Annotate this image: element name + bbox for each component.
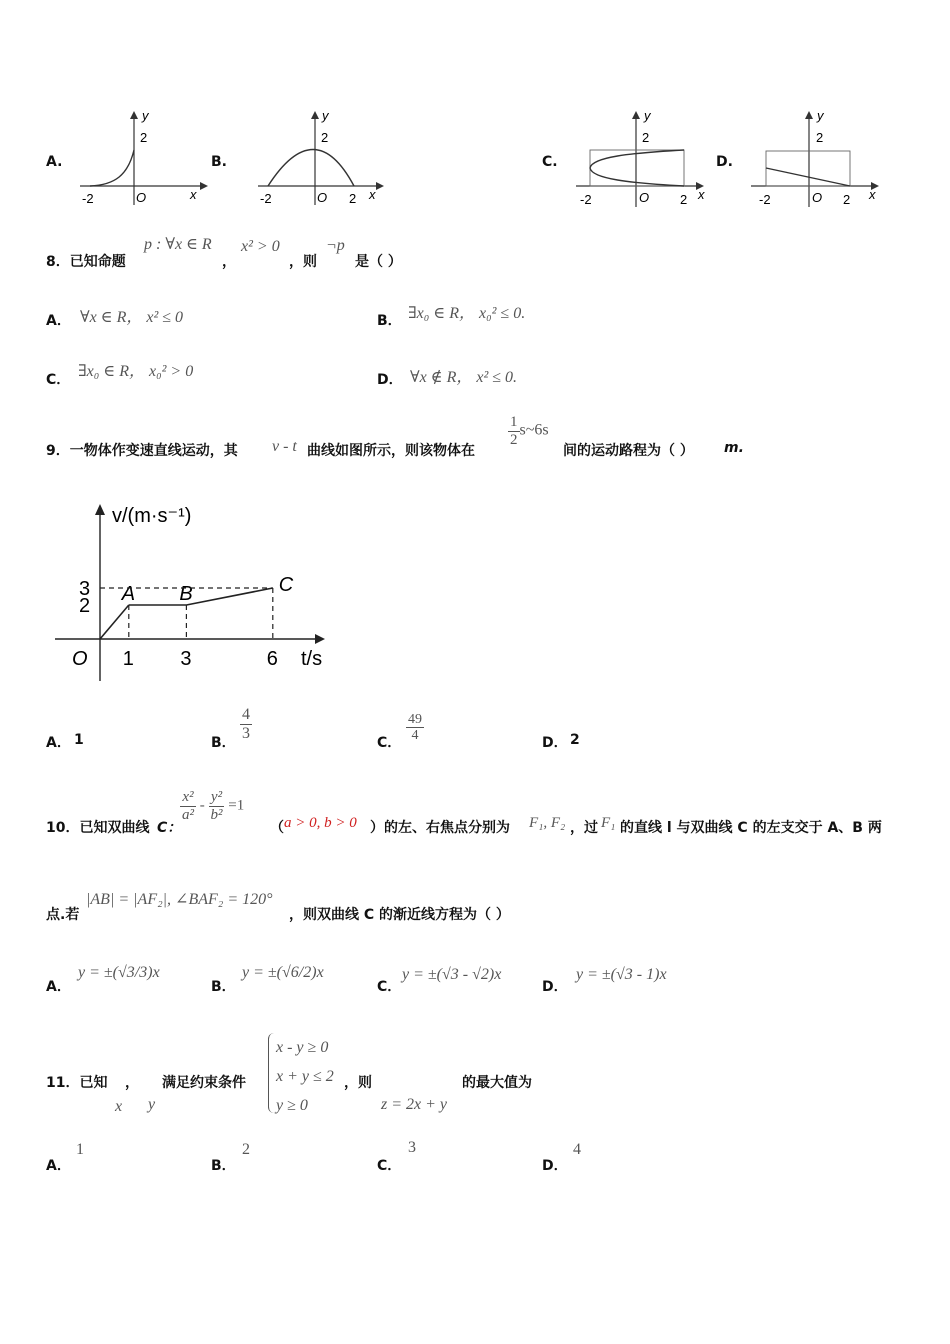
q8-option-c-text[interactable]: ∃x₀ ∈ R， x₀² > 0 [78, 363, 194, 380]
svg-text:x: x [869, 187, 876, 202]
q8-stem-start: 8．已知命题 [46, 254, 126, 270]
q9-frac-num: 1 [510, 414, 518, 430]
svg-text:-2: -2 [82, 191, 94, 206]
q11-var-y: y [148, 1096, 156, 1113]
q10-stem-mid3: 的直线 l 与双曲线 C 的左支交于 A、B 两 [620, 820, 882, 836]
q10-eq-y-num: y² [210, 789, 223, 805]
q9-vt: v - t [272, 438, 297, 455]
svg-text:2: 2 [843, 192, 851, 207]
vt-x-tick-label: 1 [122, 648, 134, 670]
q9-option-d-letter[interactable]: D． [542, 735, 568, 751]
q8-comma: ， [222, 254, 236, 270]
svg-text:y: y [322, 108, 329, 123]
q9-option-b-letter[interactable]: B． [211, 735, 236, 751]
q8-not-p: ¬p [326, 237, 345, 254]
q8-option-d-letter[interactable]: D． [377, 372, 403, 388]
svg-text:O: O [136, 190, 147, 205]
svg-text:y: y [644, 108, 651, 123]
q9-stem-start: 9．一物体作变速直线运动，其 [46, 443, 238, 459]
q9-interval [508, 414, 549, 448]
q8-stem-end: 是（ ） [355, 254, 402, 270]
q8-option-a-text[interactable]: ∀x ∈ R， x² ≤ 0 [80, 309, 184, 326]
vt-y-tick-label: 2 [79, 595, 91, 617]
q9-vt-graph [55, 495, 340, 690]
q11-stem-start: 11．已知 [46, 1075, 108, 1091]
svg-text:x: x [190, 187, 197, 202]
q10-option-a-text[interactable]: y = ±(√3/3)x [78, 964, 160, 981]
q11-brace [268, 1033, 275, 1113]
q11-comma: ， [125, 1075, 139, 1091]
q8-x2-expr: x² > 0 [241, 238, 280, 255]
q11-option-c-letter[interactable]: C． [377, 1158, 402, 1174]
q10-eq-x-num: x² [182, 789, 194, 805]
q10-eq-x-den: a² [182, 806, 194, 823]
q11-objective: z = 2x + y [381, 1096, 448, 1113]
q11-stem-mid: 满足约束条件 [162, 1075, 246, 1091]
vt-x-tick-label: 6 [266, 648, 278, 670]
q9-stem-mid: 曲线如图所示，则该物体在 [307, 443, 475, 459]
q7-option-b-letter[interactable]: B. [211, 154, 227, 170]
q9-option-b-num: 4 [242, 706, 250, 723]
q11-var-x: x [115, 1098, 123, 1115]
q10-line2-end: ，则双曲线 C 的渐近线方程为（ ） [289, 907, 510, 923]
q8-option-a-letter[interactable]: A． [46, 313, 71, 329]
q11-option-d-value[interactable]: 4 [573, 1141, 581, 1158]
q7-graph-d [745, 105, 890, 215]
q9-option-b-den: 3 [242, 724, 250, 742]
svg-text:2: 2 [349, 191, 357, 206]
svg-text:O: O [812, 190, 823, 205]
q10-eq-rhs: =1 [228, 797, 245, 814]
q10-paren-open: （ [270, 820, 284, 836]
q9-interval-text: s~6s [519, 421, 549, 439]
q10-option-b-letter[interactable]: B． [211, 979, 236, 995]
q9-frac-den: 2 [510, 431, 518, 448]
q11-stem-end: 的最大值为 [462, 1075, 532, 1091]
q8-option-b-text[interactable]: ∃x₀ ∈ R， x₀² ≤ 0. [408, 305, 526, 322]
q9-option-c-letter[interactable]: C． [377, 735, 402, 751]
q9-option-d-value[interactable]: 2 [570, 732, 580, 748]
q11-constraint-3: y ≥ 0 [276, 1097, 308, 1114]
q7-graph-b [250, 105, 390, 215]
q10-condition2: |AB| = |AF₂|, ∠BAF₂ = 120° [86, 891, 273, 908]
q10-paren-close: ） [370, 820, 384, 836]
svg-text:y: y [817, 108, 824, 123]
q10-stem-mid: 的左、右焦点分别为 [384, 820, 510, 836]
svg-text:2: 2 [680, 192, 688, 207]
q8-option-c-letter[interactable]: C． [46, 372, 71, 388]
q10-eq-y-den: b² [210, 806, 223, 823]
q10-option-c-letter[interactable]: C． [377, 979, 402, 995]
svg-text:x: x [369, 187, 376, 202]
q9-option-c-den: 4 [411, 728, 419, 744]
svg-text:O: O [639, 190, 650, 205]
q10-f1: F₁ [601, 815, 616, 831]
q10-option-c-text[interactable]: y = ±(√3 - √2)x [402, 966, 502, 983]
vt-xlabel: t/s [301, 648, 323, 670]
q9-option-c-frac[interactable] [406, 712, 424, 744]
vt-x-arrow [315, 634, 325, 644]
q10-curve: C： [157, 820, 182, 836]
q11-option-a-letter[interactable]: A． [46, 1158, 71, 1174]
q10-eq-minus: - [199, 797, 205, 814]
q10-equation [180, 789, 244, 823]
vt-point-label: A [121, 583, 136, 605]
q9-option-a-letter[interactable]: A． [46, 735, 71, 751]
q9-option-a-value[interactable]: 1 [74, 732, 84, 748]
vt-point-label: C [278, 574, 294, 596]
q10-stem-start: 10．已知双曲线 [46, 820, 150, 836]
q8-then: ，则 [289, 254, 317, 270]
svg-text:O: O [317, 190, 328, 205]
q10-stem-mid2: ，过 [570, 820, 598, 836]
q9-option-b-frac[interactable] [240, 706, 252, 742]
vt-y-arrow [95, 504, 105, 515]
svg-text:2: 2 [642, 130, 650, 145]
q11-option-d-letter[interactable]: D． [542, 1158, 568, 1174]
q11-option-a-value[interactable]: 1 [76, 1141, 84, 1158]
vt-series-segment [186, 588, 272, 605]
q11-constraint-2: x + y ≤ 2 [276, 1068, 334, 1085]
q11-option-b-letter[interactable]: B． [211, 1158, 236, 1174]
q10-line2-start: 点.若 [46, 907, 80, 923]
svg-text:-2: -2 [759, 192, 771, 207]
q11-then: ，则 [344, 1075, 372, 1091]
q8-option-b-letter[interactable]: B． [377, 313, 402, 329]
vt-ylabel: v/(m·s⁻¹) [112, 505, 192, 527]
q7-option-d-letter[interactable]: D. [716, 154, 733, 170]
q7-graph-a [70, 105, 210, 215]
q11-constraint-1: x - y ≥ 0 [276, 1039, 329, 1056]
q10-option-d-letter[interactable]: D． [542, 979, 568, 995]
svg-text:x: x [698, 187, 705, 202]
vt-origin: O [72, 648, 88, 670]
q7-option-c-letter[interactable]: C. [542, 154, 558, 170]
q10-option-b-text[interactable]: y = ±(√6/2)x [242, 964, 324, 981]
q7-graph-c [570, 105, 715, 215]
q10-option-a-letter[interactable]: A． [46, 979, 71, 995]
vt-point-label: B [179, 583, 193, 605]
svg-text:2: 2 [816, 130, 824, 145]
q7-option-a-letter[interactable]: A. [46, 154, 63, 170]
vt-x-tick-label: 3 [180, 648, 192, 670]
svg-text:2: 2 [140, 130, 148, 145]
q9-stem-end: 间的运动路程为（ ） [563, 443, 694, 459]
svg-text:-2: -2 [260, 191, 272, 206]
q8-option-d-text[interactable]: ∀x ∉ R， x² ≤ 0. [410, 369, 518, 386]
svg-text:2: 2 [321, 130, 329, 145]
vt-y-tick-label: 3 [79, 578, 91, 600]
q11-option-c-value[interactable]: 3 [408, 1139, 416, 1156]
svg-text:y: y [142, 108, 149, 123]
q11-constraints [276, 1033, 334, 1120]
q10-condition: a > 0, b > 0 [284, 815, 357, 831]
q9-unit: m. [724, 440, 744, 456]
q9-option-c-num: 49 [408, 712, 422, 727]
q11-option-b-value[interactable]: 2 [242, 1141, 250, 1158]
vt-series-segment [100, 605, 129, 639]
svg-text:-2: -2 [580, 192, 592, 207]
q10-foci: F₁, F₂ [529, 815, 566, 831]
q8-p-expr: p : ∀x ∈ R [144, 236, 212, 253]
q10-option-d-text[interactable]: y = ±(√3 - 1)x [576, 966, 667, 983]
